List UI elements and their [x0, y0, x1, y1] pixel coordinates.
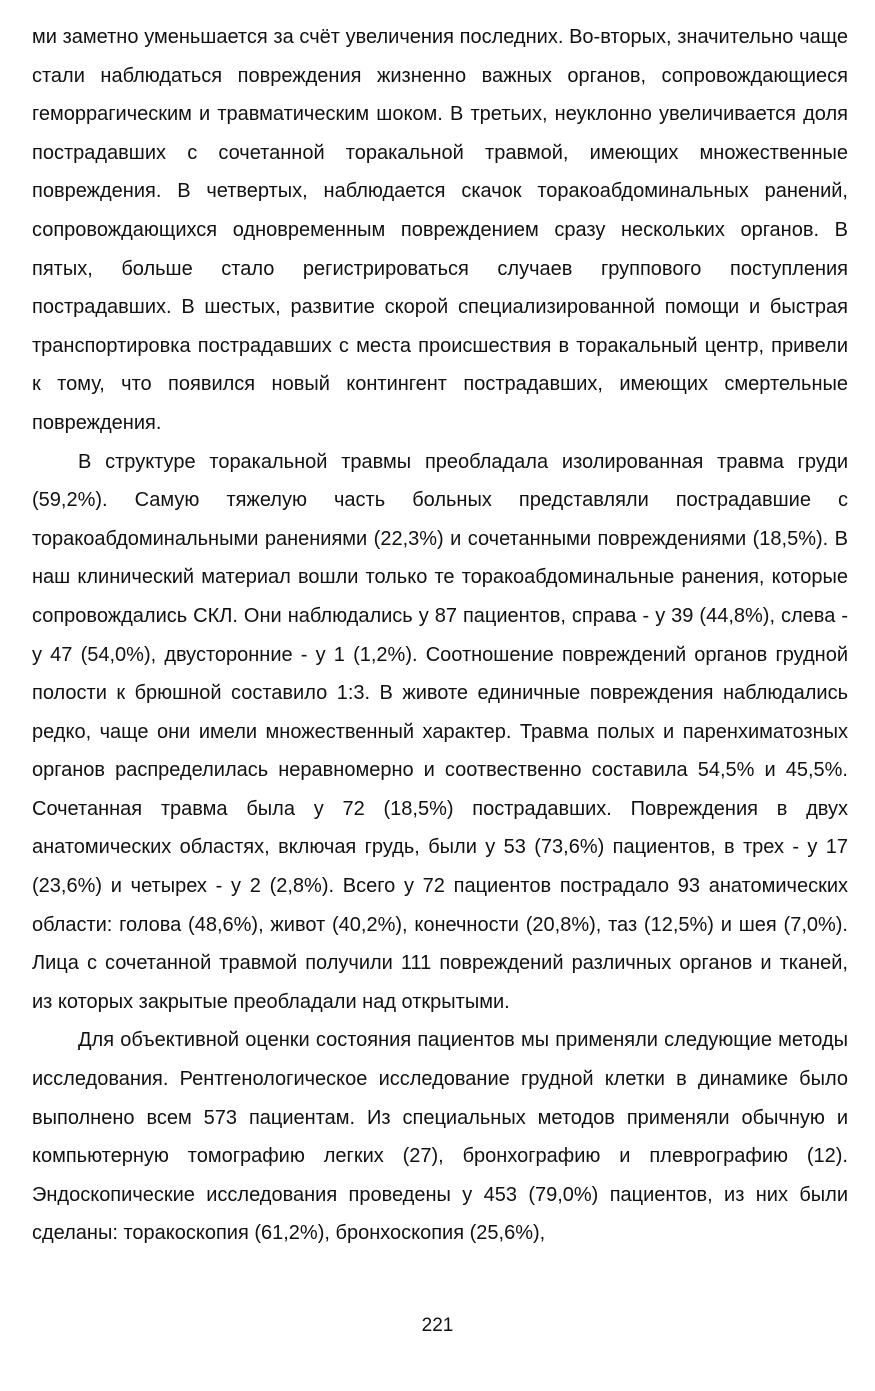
paragraph-2: В структуре торакальной травмы преобладала изолированная травма груди (59,2%). Самую тяжелую часть больных представляли пострадавшие с торакоабдоминальными ранениями (22,3%) и сочетанными повреждениями (18,5%). В наш клинический материал вошли только те торакоабдоминальные ранения, которые сопровождались СКЛ. Они наблюдались у 87 пациентов, справа - у 39 (44,8%), слева - у 47 (54,0%), двусторонние - у 1 (1,2%). Соотношение повреждений органов грудной полости к брюшной составило 1:3. В животе единичные повреждения наблюдались редко, чаще они имели множественный характер. Травма полых и паренхиматозных органов распределилась неравномерно и соотвественно составила 54,5% и 45,5%. Сочетанная травма была у 72 (18,5%) пострадавших. Повреждения в двух анатомических областях, включая грудь, были у 53 (73,6%) пациентов, в трех - у 17 (23,6%) и четырех - у 2 (2,8%). Всего у 72 пациентов пострадало 93 анатомических области: голова (48,6%), живот (40,2%), конечности (20,8%), таз (12,5%) и шея (7,0%). Лица с сочетанной травмой получили 111 повреждений различных органов и тканей, из которых закрытые преобладали над открытыми. [32, 450, 848, 1013]
page-number: 221 [421, 1315, 454, 1336]
document-page [32, 18, 848, 1253]
paragraph-1: ми заметно уменьшается за счёт увеличения последних. Во-вторых, значительно чаще стали наблюдаться повреждения жизненно важных органов, сопровождающиеся геморрагическим и травматическим шоком. В третьих, неуклонно увеличивается доля пострадавших с сочетанной торакальной травмой, имеющих множественные повреждения. В четвертых, наблюдается скачок торакоабдоминальных ранений, сопровождающихся одновременным повреждением сразу нескольких органов. В пятых, больше стало регистрироваться случаев группового поступления пострадавших. В шестых, развитие скорой специализированной помощи и быстрая транспортировка пострадавших с места происшествия в торакальный центр, привели к тому, что появился новый контингент пострадавших, имеющих смертельные повреждения. [32, 26, 848, 434]
paragraph-3: Для объективной оценки состояния пациентов мы применяли следующие методы исследования. Рентгенологическое исследование грудной клетки в динамике было выполнено всем 573 пациентам. Из специальных методов применяли обычную и компьютерную томографию легких (27), бронхографию и плеврографию (12). Эндоскопические исследования проведены у 453 (79,0%) пациентов, из них были сделаны: торакоскопия (61,2%), бронхоскопия (25,6%), [32, 1029, 848, 1245]
